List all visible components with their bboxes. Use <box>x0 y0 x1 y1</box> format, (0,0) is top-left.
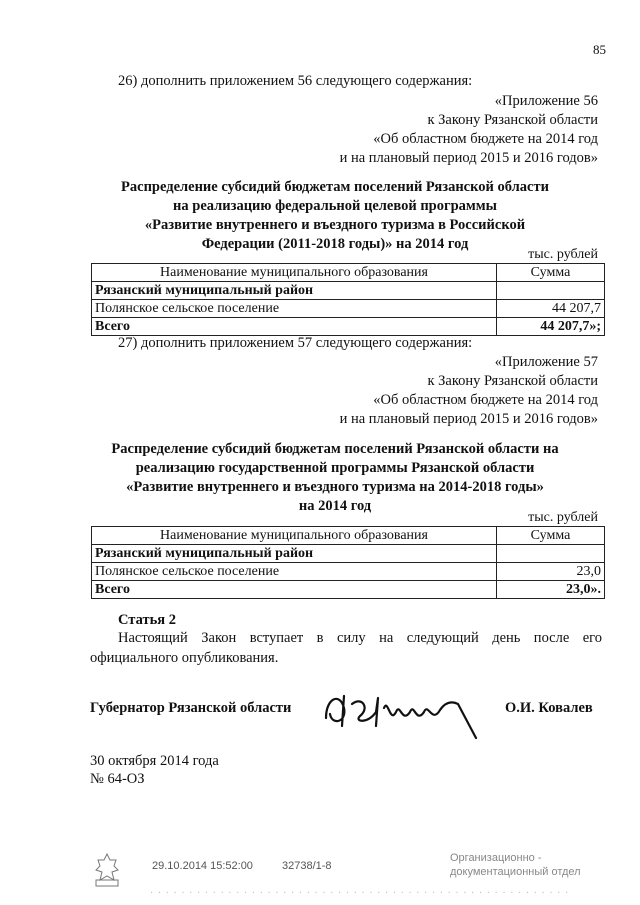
title-line: на реализацию федеральной целевой программы <box>173 198 497 214</box>
header-name: Наименование муниципального образования <box>92 527 497 545</box>
table-header-row <box>92 264 605 282</box>
footer-dept-line2: документационный отдел <box>450 866 581 878</box>
appendix-57-title <box>80 440 590 516</box>
row-name: Полянское сельское поселение <box>92 300 497 318</box>
title-line: «Развитие внутреннего и въездного туризма на 2014-2018 годы» <box>126 479 544 495</box>
article-text-line1: Настоящий Закон вступает в силу на следующий день после его <box>118 630 602 646</box>
table-row <box>92 282 605 300</box>
row-name: Рязанский муниципальный район <box>92 282 497 300</box>
appendix-line: «Приложение 56 <box>494 93 598 109</box>
title-line: Распределение субсидий бюджетам поселений Рязанской области на <box>111 441 559 457</box>
appendix-line: «Об областном бюджете на 2014 год <box>373 131 598 147</box>
table-row <box>92 545 605 563</box>
appendix-56-header <box>340 92 598 168</box>
title-line: «Развитие внутреннего и въездного туризма в Российской <box>144 217 526 233</box>
item-27-text: 27) дополнить приложением 57 следующего содержания: <box>118 335 473 351</box>
table-row <box>92 300 605 318</box>
row-sum: 23,0 <box>497 563 605 581</box>
handwritten-signature-icon <box>318 678 498 748</box>
table-header-row <box>92 527 605 545</box>
signatory-position: Губернатор Рязанской области <box>90 700 292 716</box>
row-sum: 44 207,7»; <box>497 318 605 336</box>
appendix-line: и на плановый период 2015 и 2016 годов» <box>339 150 598 166</box>
row-name: Рязанский муниципальный район <box>92 545 497 563</box>
title-line: Федерации (2011-2018 годы)» на 2014 год <box>201 236 469 252</box>
table-row <box>92 563 605 581</box>
law-number: № 64-ОЗ <box>90 771 145 787</box>
row-name: Полянское сельское поселение <box>92 563 497 581</box>
table-appendix-56 <box>91 263 605 336</box>
footer-dotted-rule: · · · · · · · · · · · · · · · · · · · · · · · · · · · · · · · · · · · · · · · · · · · · · · · · · · · · · · <box>150 888 570 899</box>
appendix-57-header <box>340 353 598 429</box>
item-26-text: 26) дополнить приложением 56 следующего содержания: <box>118 73 473 89</box>
table-row-total <box>92 581 605 599</box>
footer-doc-code: 32738/1-8 <box>282 860 332 872</box>
header-sum: Сумма <box>497 264 605 282</box>
header-sum: Сумма <box>497 527 605 545</box>
row-sum: 44 207,7 <box>497 300 605 318</box>
footer-dept-line1: Организационно - <box>450 852 542 864</box>
title-line: Распределение субсидий бюджетам поселений Рязанской области <box>121 179 549 195</box>
appendix-line: к Закону Рязанской области <box>427 373 598 389</box>
title-line: реализацию государственной программы Рязанской области <box>135 460 535 476</box>
row-name: Всего <box>92 318 497 336</box>
appendix-56-title <box>80 178 590 254</box>
header-name: Наименование муниципального образования <box>92 264 497 282</box>
row-sum: 23,0». <box>497 581 605 599</box>
page-number: 85 <box>593 42 606 57</box>
unit-label: тыс. рублей <box>528 510 598 525</box>
row-sum <box>497 545 605 563</box>
appendix-line: «Об областном бюджете на 2014 год <box>373 392 598 408</box>
appendix-line: к Закону Рязанской области <box>427 112 598 128</box>
title-line: на 2014 год <box>298 498 372 514</box>
signatory-name: О.И. Ковалев <box>505 700 593 716</box>
law-date: 30 октября 2014 года <box>90 753 219 769</box>
article-heading: Статья 2 <box>118 612 176 628</box>
article-text-line2: официального опубликования. <box>90 650 279 666</box>
table-row-total <box>92 318 605 336</box>
table-appendix-57 <box>91 526 605 599</box>
appendix-line: и на плановый период 2015 и 2016 годов» <box>339 411 598 427</box>
unit-label: тыс. рублей <box>528 247 598 262</box>
appendix-line: «Приложение 57 <box>494 354 598 370</box>
coat-of-arms-icon <box>92 852 122 888</box>
row-name: Всего <box>92 581 497 599</box>
row-sum <box>497 282 605 300</box>
footer-timestamp: 29.10.2014 15:52:00 <box>152 860 253 872</box>
